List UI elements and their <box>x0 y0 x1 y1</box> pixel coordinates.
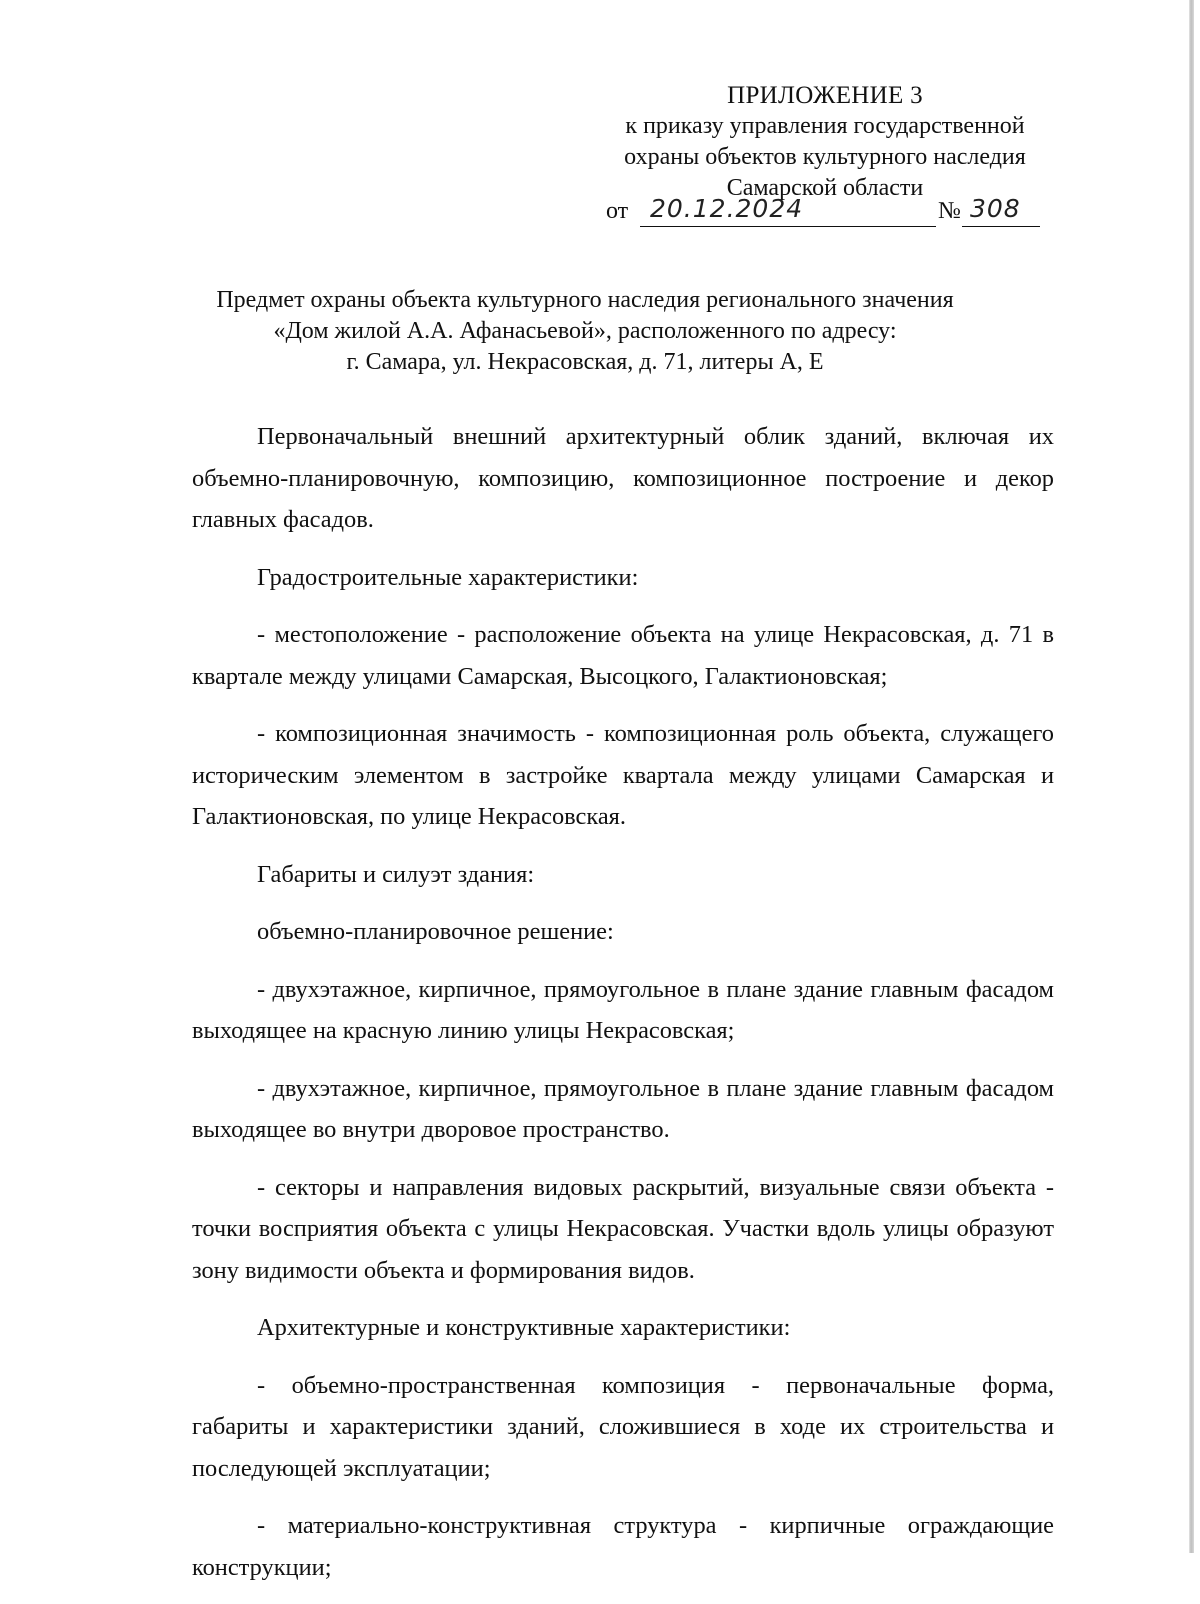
paragraph: Архитектурные и конструктивные характеристики: <box>257 1314 791 1341</box>
paragraph: - двухэтажное, кирпичное, прямоугольное в плане здание главным фасадом выходящее на красную линию улицы Некрасовская; <box>192 975 1054 1044</box>
number-label: № <box>938 198 961 224</box>
document-body <box>192 416 1054 1604</box>
subject-line-3: г. Самара, ул. Некрасовская, д. 71, литеры А, Е <box>346 349 824 375</box>
order-date-number <box>606 191 1046 231</box>
appendix-header <box>560 80 1090 204</box>
subject-line-2: «Дом жилой А.А. Афанасьевой», расположенного по адресу: <box>273 318 897 344</box>
protection-subject-heading <box>160 285 1010 378</box>
appendix-title: ПРИЛОЖЕНИЕ 3 <box>727 82 923 109</box>
appendix-line-1: к приказу управления государственной <box>625 113 1025 139</box>
handwritten-date: 20.12.2024 <box>650 194 804 223</box>
paragraph: - композиционная значимость - композиционная роль объекта, служащего историческим элементом в застройке квартала между улицами Самарская и Галактионовская, по улице Некрасовская. <box>192 720 1054 830</box>
paragraph: Первоначальный внешний архитектурный облик зданий, включая их объемно-планировочную, композицию, композиционное построение и декор главных фасадов. <box>192 423 1054 533</box>
from-label: от <box>606 198 629 224</box>
scan-edge <box>1189 0 1194 1553</box>
paragraph: - двухэтажное, кирпичное, прямоугольное в плане здание главным фасадом выходящее во внутри дворовое пространство. <box>192 1074 1054 1143</box>
handwritten-number: 308 <box>970 194 1021 223</box>
subject-line-1: Предмет охраны объекта культурного наследия регионального значения <box>216 287 954 313</box>
appendix-line-2: охраны объектов культурного наследия <box>624 144 1026 170</box>
paragraph: Габариты и силуэт здания: <box>257 860 535 888</box>
paragraph: - секторы и направления видовых раскрытий, визуальные связи объекта - точки восприятия объекта с улицы Некрасовская. Участки вдоль улицы образуют зону видимости объекта и формирования видов. <box>192 1173 1054 1284</box>
paragraph: - объемно-пространственная композиция - первоначальные форма, габариты и характеристики зданий, сложившиеся в ходе их строительства и последующей эксплуатации; <box>192 1371 1054 1482</box>
paragraph: - местоположение - расположение объекта на улице Некрасовская, д. 71 в квартале между улицами Самарская, Высоцкого, Галактионовская; <box>192 621 1054 690</box>
paragraph: Градостроительные характеристики: <box>257 563 639 591</box>
paragraph: - материально-конструктивная структура - кирпичные ограждающие конструкции; <box>192 1512 1054 1581</box>
paragraph: объемно-планировочное решение: <box>257 918 614 945</box>
appendix-line-3: Самарской области <box>726 175 924 201</box>
